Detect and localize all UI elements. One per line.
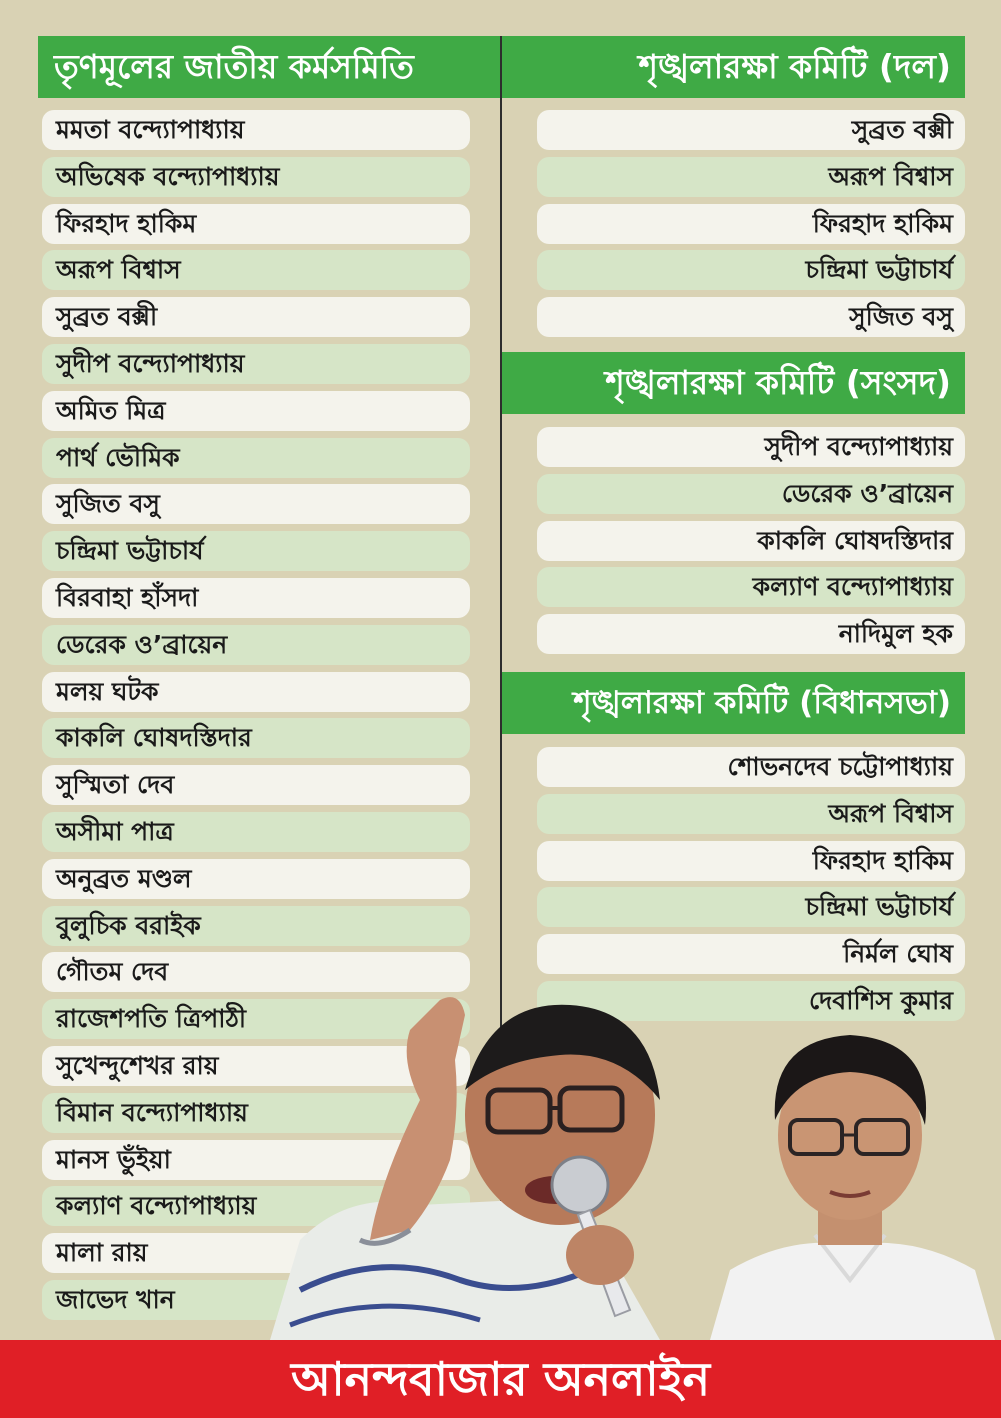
list-item: রাজেশপতি ত্রিপাঠী (42, 999, 470, 1039)
list-item: অরূপ বিশ্বাস (537, 157, 965, 197)
list-item: চন্দ্রিমা ভট্টাচার্য (537, 887, 965, 927)
list-item: অরূপ বিশ্বাস (537, 794, 965, 834)
discipline-committee-parliament-title: শৃঙ্খলারক্ষা কমিটি (সংসদ) (502, 352, 965, 414)
list-item: বিরবাহা হাঁসদা (42, 578, 470, 618)
list-item: সুখেন্দুশেখর রায় (42, 1046, 470, 1086)
list-item: মমতা বন্দ্যোপাধ্যায় (42, 110, 470, 150)
working-committee-title: তৃণমূলের জাতীয় কর্মসমিতি (38, 36, 500, 98)
list-item: চন্দ্রিমা ভট্টাচার্য (537, 250, 965, 290)
list-item: শোভনদেব চট্টোপাধ্যায় (537, 747, 965, 787)
list-item: ডেরেক ও’ব্রায়েন (42, 625, 470, 665)
list-item: নির্মল ঘোষ (537, 934, 965, 974)
list-item: গৌতম দেব (42, 952, 470, 992)
discipline-committee-parliament-list (537, 427, 965, 661)
list-item: ফিরহাদ হাকিম (537, 204, 965, 244)
discipline-committee-party-list (537, 110, 965, 344)
list-item: অমিত মিত্র (42, 391, 470, 431)
list-item: সুদীপ বন্দ্যোপাধ্যায় (537, 427, 965, 467)
list-item: অসীমা পাত্র (42, 812, 470, 852)
discipline-committee-assembly-list (537, 747, 965, 1028)
list-item: সুব্রত বক্সী (537, 110, 965, 150)
list-item: সুস্মিতা দেব (42, 765, 470, 805)
person-photo (700, 1020, 1001, 1340)
discipline-committee-party-title: শৃঙ্খলারক্ষা কমিটি (দল) (502, 36, 965, 98)
list-item: বুলুচিক বরাইক (42, 906, 470, 946)
list-item: অরূপ বিশ্বাস (42, 250, 470, 290)
speaker-photo (260, 990, 680, 1340)
list-item: সুজিত বসু (42, 484, 470, 524)
list-item: সুব্রত বক্সী (42, 297, 470, 337)
list-item: নাদিমুল হক (537, 614, 965, 654)
list-item: ডেরেক ও’ব্রায়েন (537, 474, 965, 514)
list-item: পার্থ ভৌমিক (42, 438, 470, 478)
list-item: মালা রায় (42, 1233, 470, 1273)
list-item: দেবাশিস কুমার (537, 981, 965, 1021)
list-item: মানস ভুঁইয়া (42, 1140, 470, 1180)
list-item: কল্যাণ বন্দ্যোপাধ্যায় (42, 1186, 470, 1226)
list-item: মলয় ঘটক (42, 672, 470, 712)
list-item: ফিরহাদ হাকিম (42, 204, 470, 244)
list-item: অনুব্রত মণ্ডল (42, 859, 470, 899)
list-item: কল্যাণ বন্দ্যোপাধ্যায় (537, 567, 965, 607)
list-item: বিমান বন্দ্যোপাধ্যায় (42, 1093, 470, 1133)
list-item: জাভেদ খান (42, 1280, 470, 1320)
brand-footer: আনন্দবাজার অনলাইন (0, 1340, 1001, 1418)
list-item: সুজিত বসু (537, 297, 965, 337)
list-item: কাকলি ঘোষদস্তিদার (537, 521, 965, 561)
list-item: কাকলি ঘোষদস্তিদার (42, 718, 470, 758)
list-item: চন্দ্রিমা ভট্টাচার্য (42, 531, 470, 571)
list-item: সুদীপ বন্দ্যোপাধ্যায় (42, 344, 470, 384)
discipline-committee-assembly-title: শৃঙ্খলারক্ষা কমিটি (বিধানসভা) (502, 672, 965, 734)
list-item: ফিরহাদ হাকিম (537, 841, 965, 881)
list-item: অভিষেক বন্দ্যোপাধ্যায় (42, 157, 470, 197)
